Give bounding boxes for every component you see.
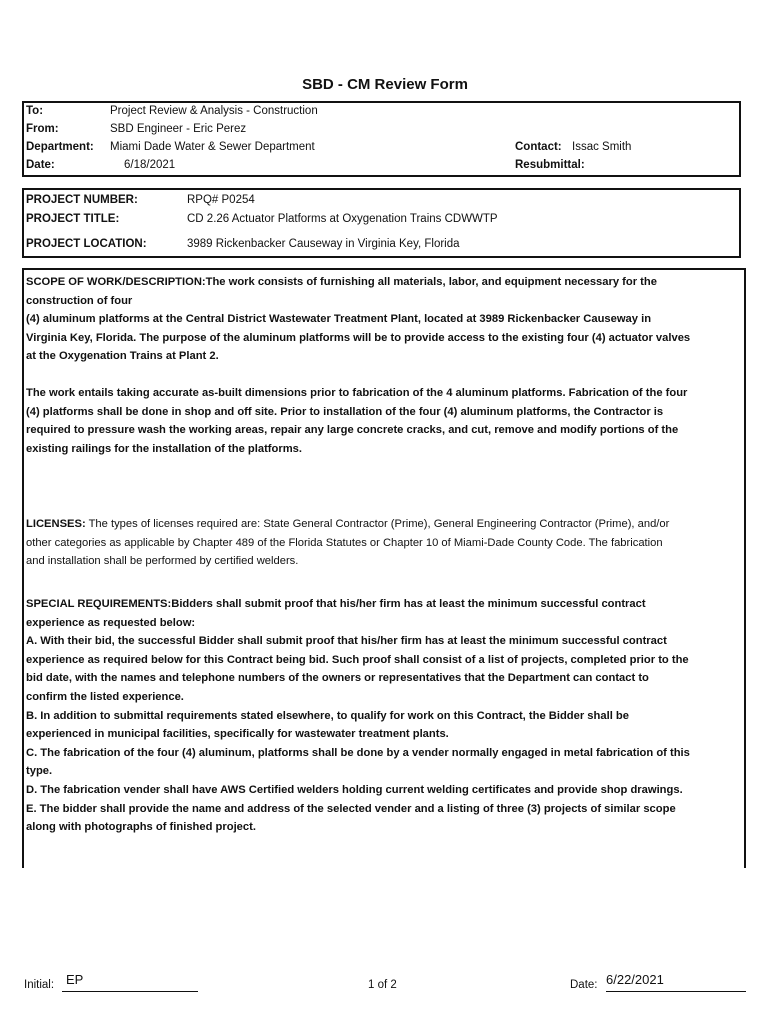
initial-label: Initial:	[24, 979, 55, 991]
from-label: From:	[26, 123, 59, 135]
project-title-label: PROJECT TITLE:	[26, 213, 120, 225]
requirements-line: type.	[26, 765, 53, 778]
form-title: SBD - CM Review Form	[302, 76, 468, 93]
licenses-line: and installation shall be performed by certified welders.	[26, 555, 299, 568]
scope-line: construction of four	[26, 294, 133, 307]
contact-value: Issac Smith	[572, 141, 632, 153]
to-value: Project Review & Analysis - Construction	[110, 105, 318, 117]
page-number: 1 of 2	[368, 979, 397, 991]
date-signature-line[interactable]	[606, 991, 746, 992]
project-box	[22, 188, 741, 258]
licenses-label: LICENSES:	[26, 518, 86, 530]
requirements-line: C. The fabrication of the four (4) aluminum, platforms shall be done by a vender normally engaged in metal fabrication of this	[26, 746, 690, 759]
work-line: existing railings for the installation of the platforms.	[26, 442, 302, 455]
department-label: Department:	[26, 141, 94, 153]
initial-value: EP	[66, 972, 84, 987]
scope-line: Virginia Key, Florida. The purpose of the aluminum platforms will be to provide access to the existing four (4) actuator valves	[26, 331, 691, 344]
requirements-line: bid date, with the names and telephone numbers of the owners or representatives that the Department can contact to	[26, 672, 649, 685]
requirements-line: B. In addition to submittal requirements stated elsewhere, to qualify for work on this Contract, the Bidder shall be	[26, 709, 629, 722]
licenses-line	[26, 515, 742, 534]
requirements-line: experienced in municipal facilities, specifically for wastewater treatment plants.	[26, 728, 449, 741]
header-box	[22, 101, 741, 177]
requirements-line: SPECIAL REQUIREMENTS:Bidders shall submit proof that his/her firm has at least the minimum successful contract	[26, 598, 646, 610]
work-line: The work entails taking accurate as-built dimensions prior to fabrication of the 4 aluminum platforms. Fabrication of the four	[26, 387, 688, 399]
licenses-paragraph	[26, 515, 742, 571]
project-location-value: 3989 Rickenbacker Causeway in Virginia Key, Florida	[187, 238, 460, 250]
scope-line: (4) aluminum platforms at the Central District Wastewater Treatment Plant, located at 3989 Rickenbacker Causeway in	[26, 313, 652, 326]
initial-signature-line[interactable]	[62, 991, 198, 992]
scope-line: at the Oxygenation Trains at Plant 2.	[26, 350, 219, 363]
requirements-line: E. The bidder shall provide the name and address of the selected vender and a listing of three (3) projects of similar scope	[26, 802, 676, 815]
requirements-line: experience as required below for this Contract being bid. Such proof shall consist of a list of projects, completed prior to the	[26, 653, 689, 666]
scope-paragraph	[26, 273, 742, 366]
scope-box	[22, 268, 746, 868]
requirements-paragraph	[26, 595, 742, 837]
project-number-label: PROJECT NUMBER:	[26, 194, 138, 206]
work-line: (4) platforms shall be done in shop and off site. Prior to installation of the four (4) aluminum platforms, the Contractor is	[26, 405, 664, 418]
licenses-text: The types of licenses required are: State General Contractor (Prime), General Engineering Contractor (Prime), and/or	[85, 518, 670, 530]
scope-line: SCOPE OF WORK/DESCRIPTION:The work consists of furnishing all materials, labor, and equipment necessary for the	[26, 276, 657, 288]
to-label: To:	[26, 105, 44, 117]
licenses-line: other categories as applicable by Chapter 489 of the Florida Statutes or Chapter 10 of Miami-Dade County Code. The fabrication	[26, 536, 663, 549]
work-line: required to pressure wash the working areas, repair any large concrete cracks, and cut, remove and modify portions of the	[26, 424, 679, 437]
project-title-value: CD 2.26 Actuator Platforms at Oxygenation Trains CDWWTP	[187, 213, 498, 225]
requirements-line: confirm the listed experience.	[26, 690, 184, 703]
requirements-line: A. With their bid, the successful Bidder shall submit proof that his/her firm has at least the minimum successful contract	[26, 635, 667, 648]
requirements-line: along with photographs of finished project.	[26, 821, 256, 834]
date-value: 6/18/2021	[124, 159, 176, 171]
requirements-line: experience as requested below:	[26, 616, 196, 629]
date-label: Date:	[26, 159, 55, 171]
work-paragraph	[26, 384, 742, 458]
project-number-value: RPQ# P0254	[187, 194, 255, 206]
date-footer-label: Date:	[570, 979, 598, 991]
contact-label: Contact:	[515, 141, 562, 153]
from-value: SBD Engineer - Eric Perez	[110, 123, 247, 135]
date-footer-value: 6/22/2021	[606, 972, 664, 987]
department-value: Miami Dade Water & Sewer Department	[110, 141, 315, 153]
project-location-label: PROJECT LOCATION:	[26, 238, 147, 250]
requirements-line: D. The fabrication vender shall have AWS Certified welders holding current welding certificates and provide shop drawings.	[26, 783, 683, 796]
resubmittal-label: Resubmittal:	[515, 159, 585, 171]
